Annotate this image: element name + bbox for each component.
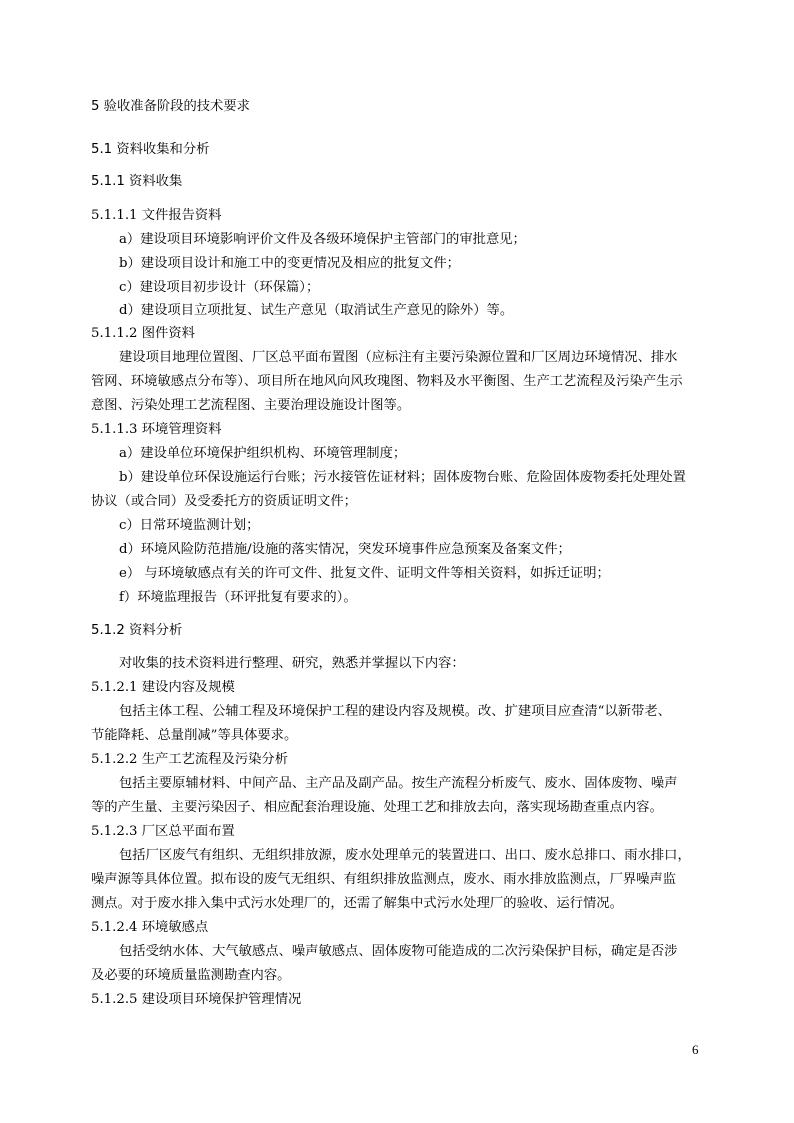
section-heading-5-1-2: 5.1.2 资料分析	[91, 623, 183, 638]
section-heading-5-1: 5.1 资料收集和分析	[91, 142, 210, 157]
subsection-heading-5-1-2-4: 5.1.2.4 环境敏感点	[91, 920, 209, 935]
subsection-heading-5-1-2-1: 5.1.2.1 建设内容及规模	[91, 680, 235, 695]
paragraph-line: 包括受纳水体、大气敏感点、噪声敏感点、固体废物可能造成的二次污染保护目标，确定是否涉	[119, 944, 678, 959]
paragraph-line: 噪声源等具体位置。拟布设的废气无组织、有组织排放监测点，废水、雨水排放监测点，厂界噪声监	[91, 872, 677, 887]
paragraph-line: 意图、污染处理工艺流程图、主要治理设施设计图等。	[91, 398, 411, 413]
subsection-heading-5-1-2-2: 5.1.2.2 生产工艺流程及污染分析	[91, 752, 289, 767]
list-item: d）环境风险防范措施/设施的落实情况，突发环境事件应急预案及备案文件；	[119, 542, 571, 557]
list-item: c）日常环境监测计划；	[119, 518, 260, 533]
subsection-heading-5-1-1-1: 5.1.1.1 文件报告资料	[91, 208, 222, 223]
list-item: b）建设单位环保设施运行台账；污水接管佐证材料；固体废物台账、危险固体废物委托处理处置	[119, 470, 686, 485]
subsection-heading-5-1-1-2: 5.1.1.2 图件资料	[91, 326, 195, 341]
list-item: 协议（或合同）及受委托方的资质证明文件；	[91, 494, 357, 509]
section-heading-5-1-1: 5.1.1 资料收集	[91, 174, 183, 189]
paragraph-line: 测点。对于废水排入集中式污水处理厂的，还需了解集中式污水处理厂的验收、运行情况。	[91, 896, 623, 911]
paragraph-line: 建设项目地理位置图、厂区总平面布置图（应标注有主要污染源位置和厂区周边环境情况、排水	[119, 350, 678, 365]
paragraph-line: 及必要的环境质量监测勘查内容。	[91, 968, 291, 983]
list-item: f）环境监理报告（环评批复有要求的）。	[119, 590, 357, 605]
paragraph-line: 等的产生量、主要污染因子、相应配套治理设施、处理工艺和排放去向，落实现场勘查重点内容。	[91, 800, 663, 815]
paragraph-line: 包括厂区废气有组织、无组织排放源，废水处理单元的装置进口、出口、废水总排口、雨水排口，	[119, 848, 691, 863]
list-item: c）建设项目初步设计（环保篇）；	[119, 280, 320, 295]
list-item: d）建设项目立项批复、试生产意见（取消试生产意见的除外）等。	[119, 303, 514, 318]
list-item: e） 与环境敏感点有关的许可文件、批复文件、证明文件等相关资料，如拆迁证明；	[119, 566, 610, 581]
paragraph-line: 包括主要原辅材料、中间产品、主产品及副产品。按生产流程分析废气、废水、固体废物、噪声	[119, 776, 678, 791]
list-item: b）建设项目设计和施工中的变更情况及相应的批复文件；	[119, 256, 460, 271]
subsection-heading-5-1-2-3: 5.1.2.3 厂区总平面布置	[91, 824, 235, 839]
paragraph-line: 管网、环境敏感点分布等）、项目所在地风向风玫瑰图、物料及水平衡图、生产工艺流程及污染产生示	[91, 374, 683, 389]
paragraph-line: 节能降耗、总量削减”等具体要求。	[91, 728, 298, 743]
paragraph-line: 对收集的技术资料进行整理、研究，熟悉并掌握以下内容：	[119, 656, 465, 671]
section-heading-5: 5 验收准备阶段的技术要求	[91, 99, 250, 114]
page-number: 6	[692, 1042, 699, 1057]
list-item: a）建设项目环境影响评价文件及各级环境保护主管部门的审批意见；	[119, 232, 526, 247]
paragraph-line: 包括主体工程、公辅工程及环境保护工程的建设内容及规模。改、扩建项目应查清“以新带老、	[119, 704, 671, 719]
subsection-heading-5-1-2-5: 5.1.2.5 建设项目环境保护管理情况	[91, 992, 302, 1007]
list-item: a）建设单位环境保护组织机构、环境管理制度；	[119, 446, 407, 461]
subsection-heading-5-1-1-3: 5.1.1.3 环境管理资料	[91, 422, 222, 437]
